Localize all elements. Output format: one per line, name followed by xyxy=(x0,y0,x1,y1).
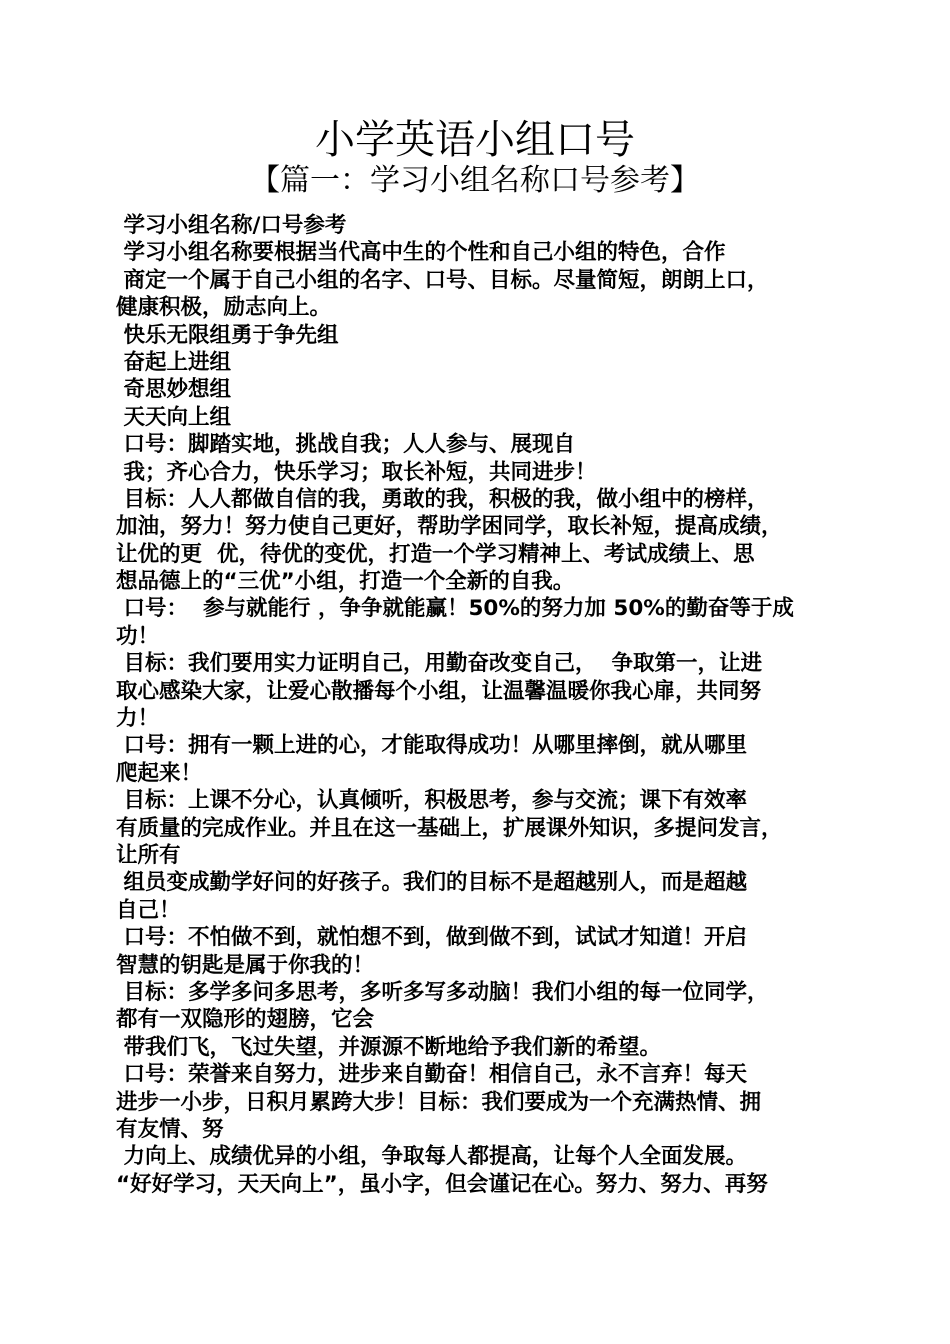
text-line: 智慧的钥匙是属于你我的！ xyxy=(116,952,375,978)
text-line: 天天向上组 xyxy=(116,404,231,430)
text-line: 让优的更 优，待优的变优，打造一个学习精神上、考试成绩上、思 xyxy=(116,541,755,567)
text-line: 进步一小步，日积月累跨大步！目标：我们要成为一个充满热情、拥 xyxy=(116,1089,762,1115)
text-line: 学习小组名称/口号参考 xyxy=(116,213,347,238)
text-line: 取心感染大家，让爱心散播每个小组，让温馨温暖你我心扉，共同努 xyxy=(116,678,762,704)
text-line: 口号： 参与就能行 ，争争就能赢！50%的努力加 50%的勤奋等于成 xyxy=(116,596,794,622)
text-line: 加油，努力！努力使自己更好，帮助学困同学，取长补短，提高成绩， xyxy=(116,514,783,540)
text-line: 爬起来！ xyxy=(116,760,203,786)
text-line: 想品德上的“三优”小组，打造一个全新的自我。 xyxy=(116,569,575,595)
text-line: 目标：我们要用实力证明自己，用勤奋改变自己， 争取第一，让进 xyxy=(116,651,762,677)
document-subtitle: 【篇一：学习小组名称口号参考】 xyxy=(250,163,700,198)
text-line: 我；齐心合力，快乐学习；取长补短，共同进步！ xyxy=(116,459,597,485)
text-line: 都有一双隐形的翅膀，它会 xyxy=(116,1007,375,1033)
document-title: 小学英语小组口号 xyxy=(315,117,635,163)
text-line: 带我们飞，飞过失望，并源源不断地给予我们新的希望。 xyxy=(116,1034,661,1060)
text-line: 商定一个属于自己小组的名字、口号、目标。尽量简短，朗朗上口， xyxy=(116,267,769,293)
text-line: 功！ xyxy=(116,623,160,649)
text-line: 奋起上进组 xyxy=(116,349,231,375)
text-line: 学习小组名称要根据当代高中生的个性和自己小组的特色，合作 xyxy=(116,240,726,266)
text-line: 健康积极，励志向上。 xyxy=(116,295,332,321)
text-line: 口号：拥有一颗上进的心，才能取得成功！从哪里摔倒，就从哪里 xyxy=(116,733,747,759)
text-line: 目标：人人都做自信的我，勇敢的我，积极的我，做小组中的榜样， xyxy=(116,486,769,512)
text-line: 目标：上课不分心，认真倾听，积极思考，参与交流；课下有效率 xyxy=(116,788,747,814)
text-line: 奇思妙想组 xyxy=(116,377,231,403)
text-line: 力！ xyxy=(116,706,160,732)
text-line: 口号：荣誉来自努力，进步来自勤奋！相信自己，永不言弃！每天 xyxy=(116,1062,747,1088)
text-line: “好好学习，天天向上”，虽小字，但会谨记在心。努力、努力、再努 xyxy=(116,1171,768,1197)
document-body xyxy=(116,212,846,1198)
text-line: 口号：不怕做不到，就怕想不到，做到做不到，试试才知道！开启 xyxy=(116,925,747,951)
text-line: 目标：多学多问多思考，多听多写多动脑！我们小组的每一位同学， xyxy=(116,979,769,1005)
text-line: 自己！ xyxy=(116,897,181,923)
text-line: 快乐无限组勇于争先组 xyxy=(116,322,339,348)
text-line: 让所有 xyxy=(116,842,181,868)
text-line: 有质量的完成作业。并且在这一基础上，扩展课外知识，多提问发言， xyxy=(116,815,783,841)
text-line: 口号：脚踏实地，挑战自我；人人参与、展现自 xyxy=(116,432,575,458)
text-line: 组员变成勤学好问的好孩子。我们的目标不是超越别人，而是超越 xyxy=(116,870,747,896)
text-line: 力向上、成绩优异的小组，争取每人都提高，让每个人全面发展。 xyxy=(116,1144,747,1170)
text-line: 有友情、努 xyxy=(116,1116,224,1142)
